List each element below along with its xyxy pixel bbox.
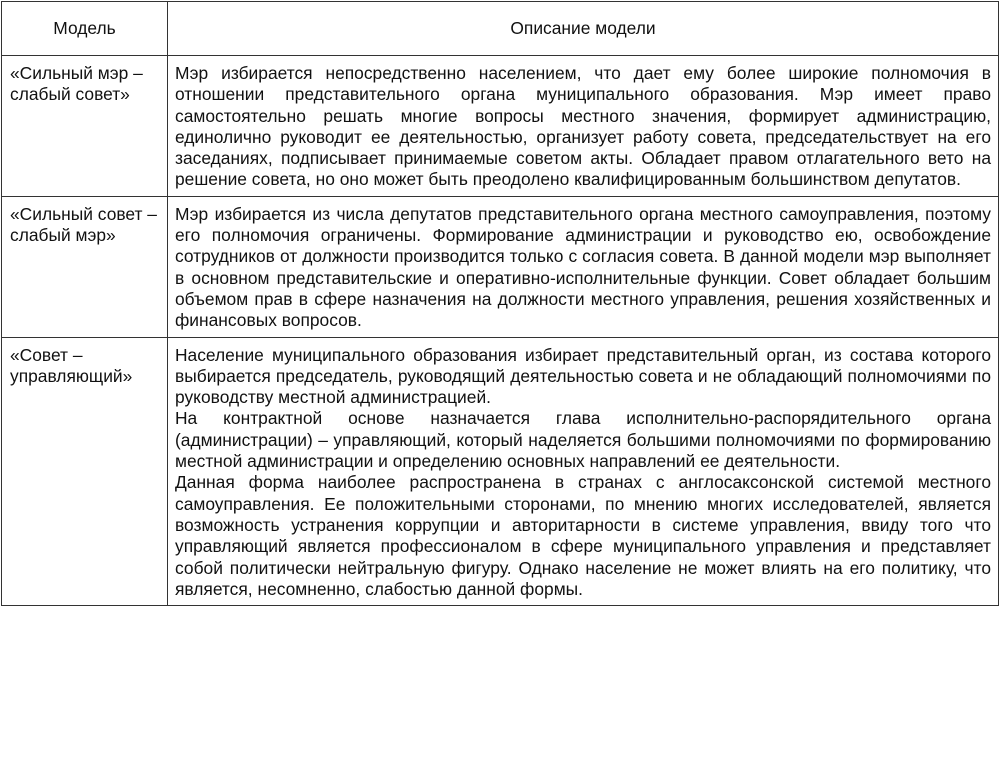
description-cell [168,196,999,337]
table-row [2,337,999,606]
model-cell: «Сильный совет – слабый мэр» [2,196,168,337]
table-row [2,196,999,337]
description-paragraph: На контрактной основе назначается глава исполнительно-распорядительного органа (администрации) – управляющий, который наделяется большими полномочиями по формированию местной администрации и определению основных направлений ее деятельности. [175,408,991,472]
table-header [2,2,999,56]
header-row [2,2,999,56]
model-cell: «Совет – управляющий» [2,337,168,606]
header-description: Описание модели [168,2,999,56]
table-body [2,56,999,606]
description-paragraph: Население муниципального образования избирает представительный орган, из состава которого выбирается председатель, руководящий деятельностью совета и не обладающий полномочиями по руководству местной администрацией. [175,344,991,408]
description-paragraph: Мэр избирается непосредственно населением, что дает ему более широкие полномочия в отношении представительного органа муниципального образования. Мэр имеет право самостоятельно решать многие вопросы местного значения, формирует администрацию, единолично руководит ее деятельностью, организует работу совета, председательствует на его заседаниях, подписывает принимаемые советом акты. Обладает правом отлагательного вето на решение совета, но оно может быть преодолено квалифицированным большинством депутатов. [175,63,991,190]
description-paragraph: Данная форма наиболее распространена в странах с англосаксонской системой местного самоуправления. Ее положительными сторонами, по мнению многих исследователей, является возможность устранения коррупции и авторитарности в системе управления, ввиду того что управляющий является профессионалом в сфере муниципального управления и представляет собой политически нейтральную фигуру. Однако население не может влиять на его политику, что является, несомненно, слабостью данной формы. [175,472,991,599]
header-model: Модель [2,2,168,56]
description-paragraph: Мэр избирается из числа депутатов представительного органа местного самоуправления, поэтому его полномочия ограничены. Формирование администрации и руководство ею, освобождение сотрудников от должности производится только с согласия совета. В данной модели мэр выполняет в основном представительские и оперативно-исполнительные функции. Совет обладает большим объемом прав в сфере назначения на должности местного управления, решения хозяйственных и финансовых вопросов. [175,203,991,331]
models-table [1,1,999,606]
model-cell: «Сильный мэр – слабый совет» [2,56,168,197]
description-cell [168,56,999,197]
table-row [2,56,999,197]
description-cell [168,337,999,606]
